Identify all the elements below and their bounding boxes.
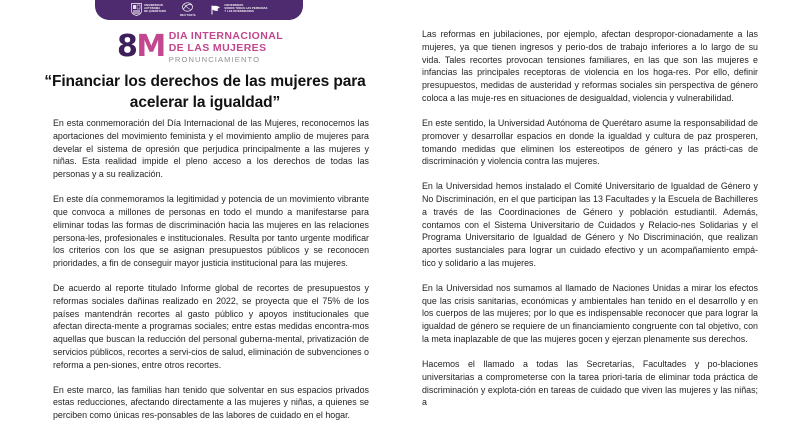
page-title: “Financiar los derechos de las mujeres para acelerar la igualdad”: [44, 73, 366, 111]
brand-letter-m: M: [136, 29, 165, 65]
brand-line-de-las-mujeres: DE LAS MUJERES: [168, 41, 267, 54]
logo-uaq-line3: DE QUERÉTARO: [144, 9, 166, 13]
institutional-header-bar: [95, 0, 303, 20]
brand-lockup-wrapper: [0, 30, 400, 64]
right-paragraph-1: Las reformas en jubilaciones, por ejemplo, afectan despropor-cionadamente a las mujeres, ya que tienen ingresos y perio-dos de trabajo inferiores a lo largo de su vida. Tales recortes provocan tensiones familiares, en las que son las mujeres e infancias las principales receptoras de violencia en los hoga-res. Por ello, definir presupuestos, medidas de austeridad y reformas sociales sin perspectiva de género coloca a las muje-res en situaciones de desigualdad, violencia y vulnerabilidad.: [422, 29, 758, 104]
logo-diversidades-line3: Y LAS DIVERSIDADES: [224, 9, 254, 13]
rectoria-seal-icon: [181, 2, 194, 13]
logo-rectoria-caption: RECTORÍA: [180, 14, 196, 17]
brand-line-pronunciamiento: PRONUNCIAMIENTO: [168, 54, 261, 64]
left-paragraph-2: En este día conmemoramos la legitimidad y potencia de un movimiento vibrante que convoca a millones de personas en todo el mundo a manifestarse para eliminar todas las formas de discriminación hacia las mujeres en las relaciones persona-les, profesionales e institucionales. Resulta por tanto urgente modificar los criterios con los que se asignan presupuestos públicos y se reconocen prioridades, a fin de conseguir mayor justicia institucional para las mujeres.: [53, 194, 369, 269]
brand-lockup-8m: [117, 30, 283, 64]
logo-uaq-text: [144, 5, 166, 13]
dove-flag-icon: [210, 4, 222, 16]
brand-glyphs: [116, 29, 165, 65]
left-text-column: [53, 117, 369, 422]
logo-rectoria: [180, 2, 196, 17]
logo-uaq-line1: UNIVERSIDAD: [144, 4, 164, 8]
logo-uaq-line2: AUTÓNOMA: [144, 7, 161, 11]
logo-diversidades-line1: UNIVERSIDAD: [224, 4, 244, 8]
brand-numeral-8: 8: [116, 29, 137, 65]
right-paragraph-2: En este sentido, la Universidad Autónoma de Querétaro asume la responsabilidad de promover y desarrollar espacios en donde la igualdad y cultura de paz prosperen, tomando medidas que eliminen los estereotipos de género y las prácti-cas de discriminación y violencia contra las mujeres.: [422, 117, 758, 167]
left-paragraph-4: En este marco, las familias han tenido que solventar en sus espacios privados estas reducciones, afectando directamente a las mujeres y niñas, a quienes se perciben como únicas res-ponsables de las labores de cuidado en el hogar.: [53, 384, 369, 421]
left-paragraph-1: En esta conmemoración del Día Internacional de las Mujeres, reconocemos las aportaciones del movimiento feminista y el movimiento amplio de mujeres para develar el sistema de opresión que perjudica principalmente a las mujeres y niñas. Esta realidad impide el pleno acceso a los derechos de todas las personas y a su realización.: [53, 118, 369, 180]
brand-text-block: [169, 30, 283, 64]
right-paragraph-3: En la Universidad hemos instalado el Comité Universitario de Igualdad de Género y No Discriminación, en el que participan las 13 Facultades y la Escuela de Bachilleres a través de las Coordinaciones de Género y población estudiantil. Además, contamos con el Sistema Universitario de Cuidados y Relacio-nes Solidarias y el Programa Universitario de Igualdad de Género y No Discriminación, que realizan aportes sustanciales para lograr un cuidado efectivo y un acompañamiento empá-tico y solidario a las mujeres.: [422, 181, 758, 268]
right-paragraph-4: En la Universidad nos sumamos al llamado de Naciones Unidas a mirar los efectos que las crisis sanitarias, económicas y ambientales han tenido en el desarrollo y en los cuerpos de las mujeres; por lo que es indispensable reconocer que para lograr la igualdad de género se requiere de un financiamiento congruente con tal objetivo, con la meta inaplazable de que las mujeres gocen y ejerzan plenamente sus derechos.: [422, 282, 758, 345]
brand-line-dia-internacional: DIA INTERNACIONAL: [168, 30, 284, 42]
logo-diversidades-line2: SOMOS TODAS LAS PERSONAS: [224, 7, 268, 11]
left-paragraph-3: De acuerdo al reporte titulado Informe global de recortes de presupuestos y reformas sociales dañinas realizado en 2022, se proyecta que el 75% de los países mantendrán recortes al gasto público y apoyos institucionales que afectan directa-mente a programas sociales; entre estas medidas encontra-mos aquellas que buscan la reducción del personal guberna-mental, privatización de servicios públicos, recortes a servi-cios de salud, eliminación de subvenciones o reforma a pen-siones, entre otros recortes.: [53, 282, 369, 370]
logo-uaq: [131, 3, 166, 16]
logo-diversidades-text: [224, 5, 267, 13]
right-text-column: [422, 28, 758, 409]
right-paragraph-5: Hacemos el llamado a todas las Secretarías, Facultades y po-blaciones universitarias a comprometerse con la tarea priori-taria de eliminar toda práctica de discriminación y explota-ción en tareas de cuidado que viven las mujeres y las niñas; a: [422, 358, 758, 408]
uaq-shield-crest-icon: [131, 3, 142, 16]
logo-diversidades: [210, 4, 268, 16]
